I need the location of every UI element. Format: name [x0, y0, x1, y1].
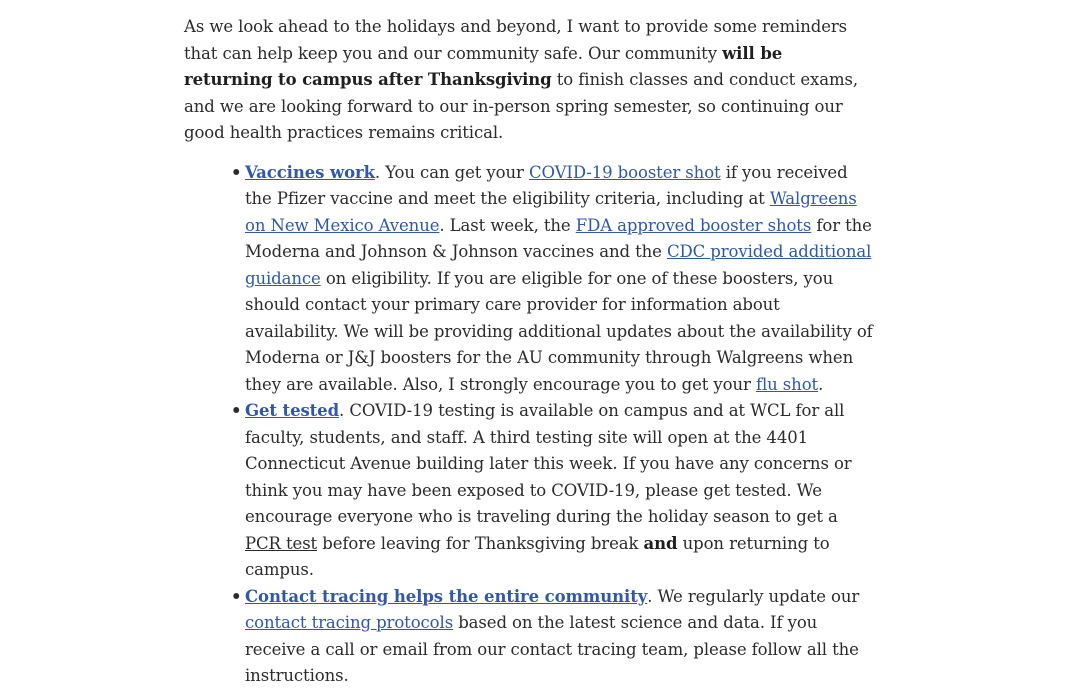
- list-item-get-tested: [231, 398, 874, 584]
- vaccines-work-link[interactable]: Vaccines work: [245, 162, 375, 182]
- article-body: [184, 14, 874, 690]
- item-text: before leaving for Thanksgiving break: [317, 533, 644, 553]
- list-item-contact-tracing: [231, 584, 874, 690]
- item-text: . You can get your: [374, 162, 529, 182]
- fda-approved-booster-shots-link[interactable]: FDA approved booster shots: [575, 215, 812, 235]
- item-text: if you received the Pfizer vaccine and meet the eligibility criteria, including at: [245, 162, 848, 208]
- contact-tracing-protocols-link[interactable]: contact tracing protocols: [245, 613, 454, 632]
- item-text: upon returning to campus.: [245, 533, 830, 579]
- intro-text-1: As we look ahead to the holidays and beyond, I want to provide some reminders that can help keep you and our community safe. Our community: [184, 17, 848, 63]
- get-tested-link[interactable]: Get tested: [245, 401, 340, 420]
- bullet: •: [231, 586, 242, 606]
- covid-booster-shot-link[interactable]: COVID-19 booster shot: [528, 162, 721, 182]
- item-text: . COVID-19 testing is available on campus and at WCL for all faculty, students, and staff. A third testing site will open at the 4401 Connecticut Avenue building later this week. If you have any concerns or think you may have been exposed to COVID-19, please get tested. We encourage everyone who is traveling during the holiday season to get a: [245, 401, 852, 526]
- list-item-vaccines: [231, 160, 874, 399]
- item-text: . We regularly update our: [647, 586, 860, 606]
- item-text: .: [818, 374, 824, 394]
- walgreens-new-mexico-avenue-link[interactable]: Walgreens on New Mexico Avenue: [245, 189, 857, 235]
- item-text: based on the latest science and data. If you receive a call or email from our contact tracing team, please follow all the instructions.: [245, 613, 859, 685]
- bullet: •: [231, 162, 242, 182]
- intro-bold-text: will be returning to campus after Thanksgiving: [184, 43, 783, 89]
- bullet: •: [231, 401, 242, 420]
- cdc-additional-guidance-link[interactable]: CDC provided additional guidance: [245, 242, 872, 288]
- pcr-test-link[interactable]: PCR test: [245, 533, 318, 553]
- reminders-list: [184, 160, 874, 690]
- flu-shot-link[interactable]: flu shot: [755, 374, 819, 394]
- contact-tracing-link[interactable]: Contact tracing helps the entire community: [245, 586, 648, 606]
- intro-paragraph: [184, 14, 874, 147]
- item-text: . Last week, the: [439, 215, 576, 235]
- intro-text-2: to finish classes and conduct exams, and we are looking forward to our in-person spring semester, so continuing our good health practices remains critical.: [184, 70, 859, 142]
- item-text: for the Moderna and Johnson & Johnson vaccines and the: [245, 215, 872, 261]
- bold-and: and: [643, 533, 678, 553]
- item-text: on eligibility. If you are eligible for one of these boosters, you should contact your primary care provider for information about availability. We will be providing additional updates about the availability of Moderna or J&J boosters for the AU community through Walgreens when they are available. Also, I strongly encourage you to get your: [245, 268, 873, 394]
